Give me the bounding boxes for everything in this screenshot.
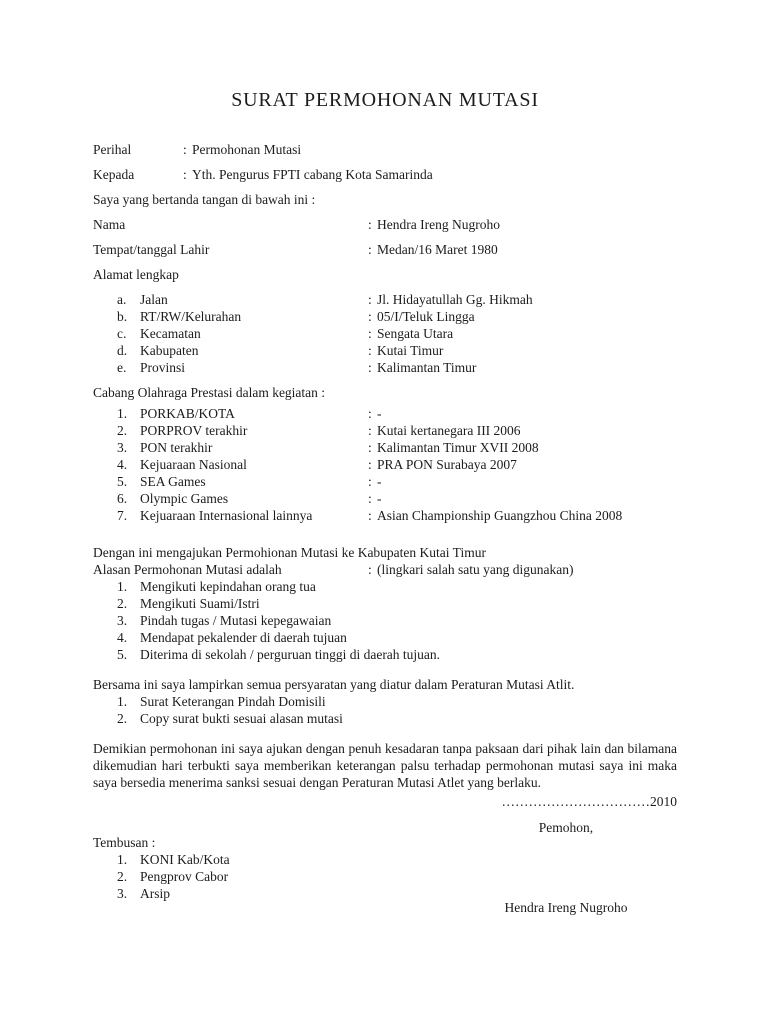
list-marker: b. [117, 309, 128, 324]
colon-separator: : [368, 242, 372, 257]
reason-item [117, 578, 677, 595]
colon-separator: : [368, 326, 372, 341]
colon-separator: : [368, 309, 372, 324]
colon-separator: : [368, 474, 372, 489]
sports-item-label: PORKAB/KOTA [140, 406, 235, 421]
alamat-item-value: 05/I/Teluk Lingga [377, 309, 475, 324]
colon-separator: : [368, 217, 372, 232]
field-kepada-value: Yth. Pengurus FPTI cabang Kota Samarinda [192, 167, 433, 182]
attachment-item [117, 710, 677, 727]
list-marker: 1. [117, 579, 128, 594]
tembusan-heading: Tembusan : [93, 835, 156, 850]
alamat-item-value: Kalimantan Timur [377, 360, 477, 375]
attachment-item [117, 693, 677, 710]
date-line: ……………………………2010 [501, 794, 677, 809]
colon-separator: : [183, 142, 187, 157]
colon-separator: : [368, 423, 372, 438]
sports-item-value: Kutai kertanegara III 2006 [377, 423, 521, 438]
alamat-item [117, 359, 677, 376]
tembusan-item-text: KONI Kab/Kota [140, 852, 230, 867]
tembusan-item-text: Pengprov Cabor [140, 869, 229, 884]
sports-item-value: - [377, 406, 382, 421]
reason-label: Alasan Permohonan Mutasi adalah [93, 562, 282, 577]
colon-separator: : [368, 292, 372, 307]
field-perihal-value: Permohonan Mutasi [192, 142, 302, 157]
list-marker: 3. [117, 440, 128, 455]
intro-line: Saya yang bertanda tangan di bawah ini : [93, 192, 316, 207]
sports-item-value: - [377, 491, 382, 506]
signature-column [455, 793, 677, 916]
reason-item-text: Mengikuti kepindahan orang tua [140, 579, 316, 594]
field-ttl-value: Medan/16 Maret 1980 [377, 242, 498, 257]
tembusan-item-text: Arsip [140, 886, 170, 901]
reason-item [117, 646, 677, 663]
field-perihal [93, 141, 677, 158]
sports-item [117, 490, 677, 507]
colon-separator: : [368, 508, 372, 523]
reason-list [117, 578, 677, 663]
sports-item-label: Kejuaraan Nasional [140, 457, 247, 472]
reason-item-text: Mengikuti Suami/Istri [140, 596, 260, 611]
attachments-heading: Bersama ini saya lampirkan semua persyaratan yang diatur dalam Peraturan Mutasi Atlit. [93, 677, 575, 692]
list-marker: 2. [117, 711, 128, 726]
list-marker: 1. [117, 852, 128, 867]
list-marker: a. [117, 292, 127, 307]
reason-note: (lingkari salah satu yang digunakan) [377, 562, 574, 577]
attachment-item-text: Copy surat bukti sesuai alasan mutasi [140, 711, 343, 726]
field-nama [93, 216, 677, 233]
sports-item-value: - [377, 474, 382, 489]
colon-separator: : [368, 406, 372, 421]
list-marker: 1. [117, 406, 128, 421]
field-kepada-label: Kepada [93, 167, 135, 182]
list-marker: d. [117, 343, 128, 358]
list-marker: 6. [117, 491, 128, 506]
list-marker: 2. [117, 596, 128, 611]
reason-item [117, 612, 677, 629]
document-title: SURAT PERMOHONAN MUTASI [231, 89, 539, 111]
sports-item [117, 439, 677, 456]
sports-item-label: PORPROV terakhir [140, 423, 248, 438]
alamat-item-label: Provinsi [140, 360, 186, 375]
alamat-item-value: Kutai Timur [377, 343, 444, 358]
field-ttl-label: Tempat/tanggal Lahir [93, 242, 210, 257]
sports-item-label: Olympic Games [140, 491, 229, 506]
sports-item-value: Asian Championship Guangzhou China 2008 [377, 508, 623, 523]
alamat-item-value: Jl. Hidayatullah Gg. Hikmah [377, 292, 533, 307]
attachment-item-text: Surat Keterangan Pindah Domisili [140, 694, 326, 709]
closing-paragraph: Demikian permohonan ini saya ajukan dengan penuh kesadaran tanpa paksaan dari pihak lain dan bilamana dikemudian hari terbukti saya memberikan keterangan palsu terhadap permohonan mutasi saya ini maka saya bersedia menerima sanksi sesuai dengan Peraturan Mutasi Atlet yang berlaku. [93, 741, 677, 790]
reason-item-text: Mendapat pekalender di daerah tujuan [140, 630, 347, 645]
sports-item-value: PRA PON Surabaya 2007 [377, 457, 517, 472]
list-marker: 3. [117, 886, 128, 901]
alamat-item [117, 308, 677, 325]
colon-separator: : [183, 167, 187, 182]
alamat-item-label: Jalan [140, 292, 168, 307]
reason-row [93, 561, 677, 578]
alamat-item [117, 325, 677, 342]
field-ttl [93, 241, 677, 258]
colon-separator: : [368, 360, 372, 375]
list-marker: 7. [117, 508, 128, 523]
field-nama-value: Hendra Ireng Nugroho [377, 217, 500, 232]
colon-separator: : [368, 457, 372, 472]
colon-separator: : [368, 343, 372, 358]
reason-item-text: Pindah tugas / Mutasi kepegawaian [140, 613, 332, 628]
signature-name: Hendra Ireng Nugroho [504, 900, 628, 915]
reason-item [117, 629, 677, 646]
list-marker: e. [117, 360, 127, 375]
reason-item-text: Diterima di sekolah / perguruan tinggi di daerah tujuan. [140, 647, 441, 662]
signature-title: Pemohon, [538, 820, 594, 835]
list-marker: c. [117, 326, 127, 341]
sports-item-label: SEA Games [140, 474, 206, 489]
alamat-item [117, 342, 677, 359]
field-nama-label: Nama [93, 217, 126, 232]
colon-separator: : [368, 562, 372, 577]
sports-item-label: PON terakhir [140, 440, 213, 455]
request-statement: Dengan ini mengajukan Permohionan Mutasi ke Kabupaten Kutai Timur [93, 545, 486, 560]
sports-item-label: Kejuaraan Internasional lainnya [140, 508, 313, 523]
reason-item [117, 595, 677, 612]
sports-item [117, 405, 677, 422]
list-marker: 2. [117, 869, 128, 884]
sports-item-value: Kalimantan Timur XVII 2008 [377, 440, 539, 455]
alamat-item-value: Sengata Utara [377, 326, 454, 341]
alamat-item-label: RT/RW/Kelurahan [140, 309, 242, 324]
sports-item [117, 422, 677, 439]
colon-separator: : [368, 491, 372, 506]
alamat-item [117, 291, 677, 308]
field-perihal-label: Perihal [93, 142, 132, 157]
sports-item [117, 507, 677, 524]
field-kepada [93, 166, 677, 183]
signature-area [93, 793, 677, 925]
list-marker: 3. [117, 613, 128, 628]
list-marker: 1. [117, 694, 128, 709]
sports-item [117, 473, 677, 490]
attachments-list [117, 693, 677, 727]
alamat-heading: Alamat lengkap [93, 267, 179, 282]
list-marker: 4. [117, 457, 128, 472]
alamat-list [117, 291, 677, 376]
list-marker: 4. [117, 630, 128, 645]
list-marker: 2. [117, 423, 128, 438]
sports-heading: Cabang Olahraga Prestasi dalam kegiatan : [93, 385, 326, 400]
colon-separator: : [368, 440, 372, 455]
list-marker: 5. [117, 647, 128, 662]
alamat-item-label: Kecamatan [140, 326, 201, 341]
alamat-item-label: Kabupaten [140, 343, 199, 358]
sports-list [117, 405, 677, 524]
sports-item [117, 456, 677, 473]
list-marker: 5. [117, 474, 128, 489]
